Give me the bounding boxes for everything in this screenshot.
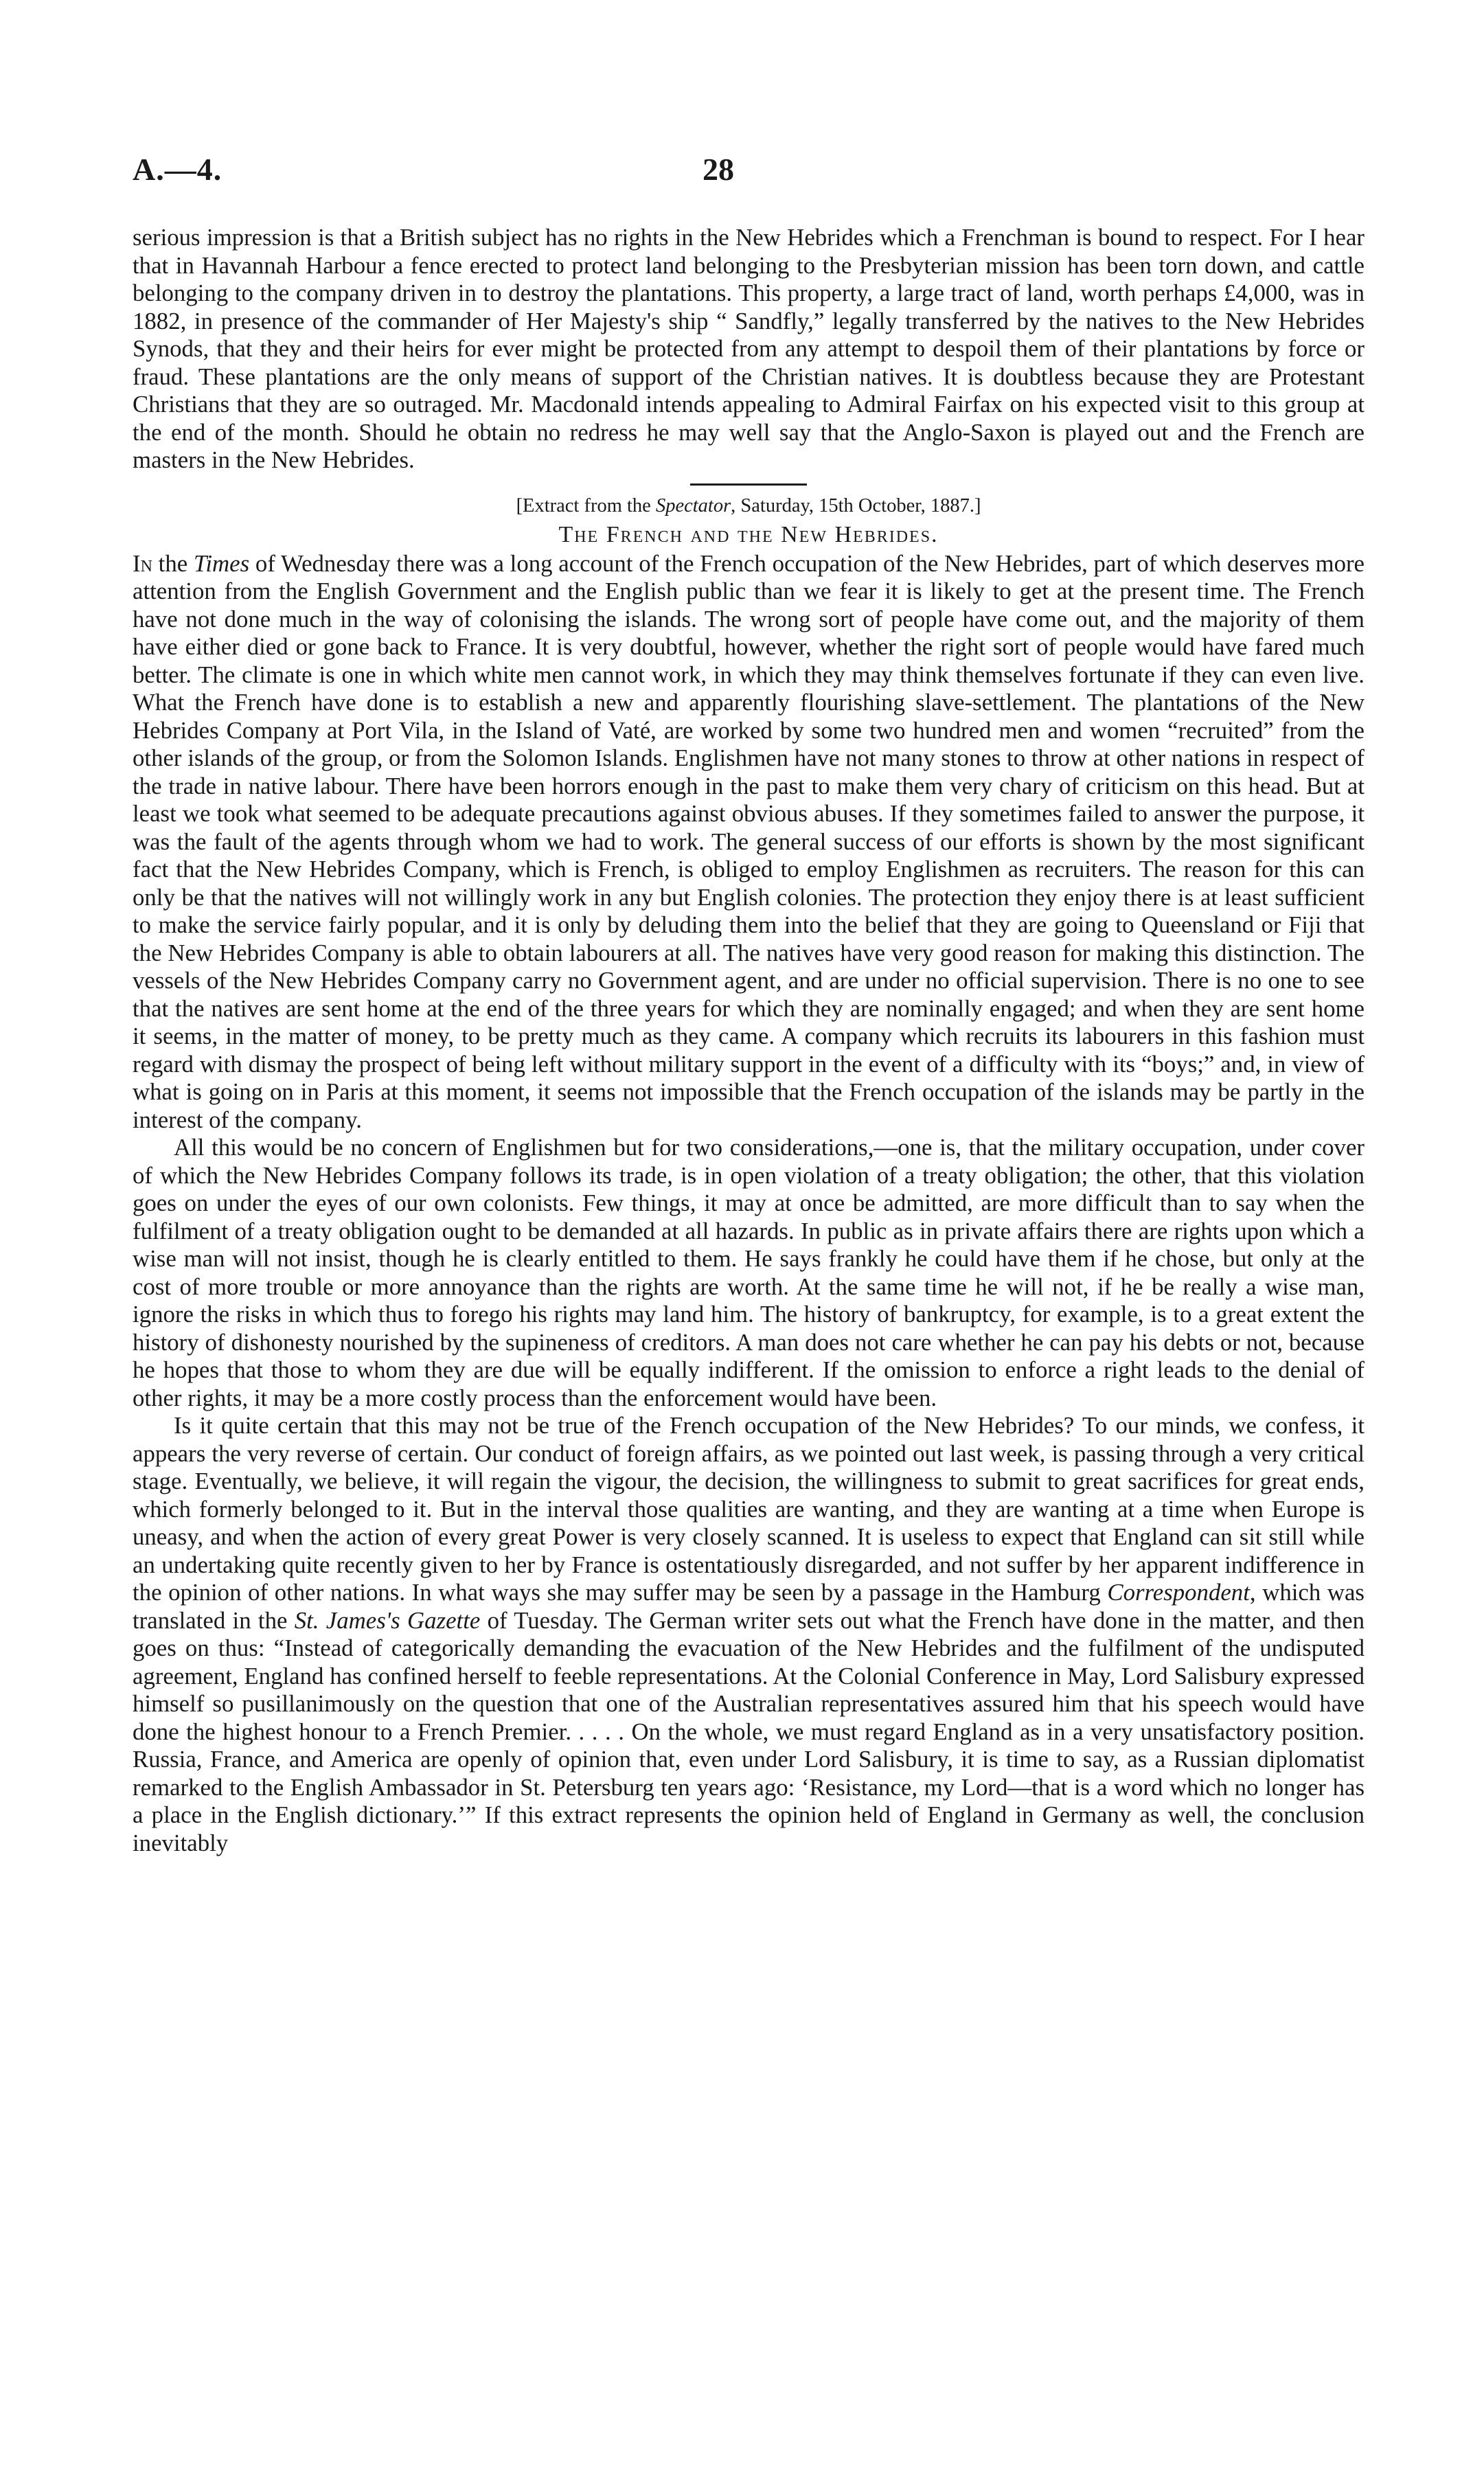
gazette-title: St. James's Gazette xyxy=(294,1606,481,1634)
paragraph-1-initial: In xyxy=(133,549,152,577)
paragraph-3 xyxy=(133,1412,1365,1857)
section-divider xyxy=(690,483,807,486)
extract-prefix: [Extract from the xyxy=(516,494,656,516)
document-body xyxy=(133,224,1365,1857)
page-number: 28 xyxy=(703,152,734,187)
paragraph-3-a: Is it quite certain that this may not be true of the French occupation of the New Hebrides? To our minds, we confess, it appears the very reverse of certain. Our conduct of foreign affairs, as we pointed out last week, is passing through a very critical stage. Eventually, we believe, it will regain the vigour, the decision, the willingness to submit to great sacrifices for great ends, which formerly belonged to it. But in the interval those qualities are wanting, and they are wanting at a time when Europe is uneasy, and when the action of every great Power is very closely scanned. It is useless to expect that England can sit still while an undertaking quite recently given to her by France is ostentatiously disregarded, and not suffer by her apparent indifference in the opinion of other nations. In what ways she may suffer may be seen by a passage in the Hamburg xyxy=(133,1412,1365,1606)
paragraph-3-c: of Tuesday. The German writer sets out what the French have done in the matter, and then goes on thus: “Instead of categorically demanding the evacuation of the New Hebrides and the fulfilment of the undisputed agreement, England has confined herself to feeble representations. At the Colonial Conference in May, Lord Salisbury expressed himself so pusillanimously on the question that one of the Australian representatives assured him that his speech would have done the highest honour to a French Premier. . . . . On the whole, we must regard England as in a very unsatisfactory position. Russia, France, and America are openly of opinion that, even under Lord Salisbury, it is time to say, as a Russian diplomatist remarked to the English Ambassador in St. Petersburg ten years ago: ‘Resistance, my Lord—that is a word which no longer has a place in the English dictionary.’” If this extract represents the opinion held of England in Germany as well, the conclusion inevitably xyxy=(133,1606,1365,1856)
paragraph-2: All this would be no concern of Englishmen but for two considerations,—one is, that the military occupation, under cover of which the New Hebrides Company follows its trade, is in open violation of a treaty obligation; the other, that this violation goes on under the eyes of our own colonists. Few things, it may at once be admitted, are more difficult than to say when the fulfilment of a treaty obligation ought to be demanded at all hazards. In public as in private affairs there are rights upon which a wise man will not insist, though he is clearly entitled to them. He says frankly he could have them if he chose, but only at the cost of more trouble or more annoyance than the rights are worth. At the same time he will not, if he be really a wise man, ignore the risks in which thus to forego his rights may land him. The history of bankruptcy, for example, is to a great extent the history of dishonesty nourished by the supineness of creditors. A man does not care whether he can pay his debts or not, because he hopes that those to whom they are due will be equally indifferent. If the omission to enforce a right leads to the denial of other rights, it may be a more costly process than the enforcement would have been. xyxy=(133,1134,1365,1411)
document-reference: A.—4. xyxy=(133,152,222,187)
paragraph-1-pre: the xyxy=(152,549,194,577)
paragraph-1-text: of Wednesday there was a long account of the French occupation of the New Hebrides, part of which deserves more attention from the English Government and the English public than we fear it is likely to get at the present time. The French have not done much in the way of colonising the islands. The wrong sort of people have come out, and the majority of them have either died or gone back to France. It is very doubtful, however, whether the right sort of people would have fared much better. The climate is one in which white men cannot work, in which they may think themselves fortunate if they can even live. What the French have done is to establish a new and apparently flourishing slave-settlement. The plantations of the New Hebrides Company at Port Vila, in the Island of Vaté, are worked by some two hundred men and women “recruited” from the other islands of the group, or from the Solomon Islands. Englishmen have not many stones to throw at other nations in respect of the trade in native labour. There have been horrors enough in the past to make them very chary of criticism on this head. But at least we took what seemed to be adequate precautions against obvious abuses. If they sometimes failed to answer the purpose, it was the fault of the agents through whom we had to work. The general success of our efforts is shown by the most significant fact that the New Hebrides Company, which is French, is obliged to employ Englishmen as recruiters. The reason for this can only be that the natives will not willingly work in any but English colonies. The protection they enjoy there is at least sufficient to make the service fairly popular, and it is only by deluding them into the belief that they are going to Queensland or Fiji that the New Hebrides Company is able to obtain labourers at all. The natives have very good reason for making this distinction. The vessels of the New Hebrides Company carry no Government agent, and are under no official supervision. There is no one to see that the natives are sent home at the end of the three years for which they are nominally engaged; and when they are sent home it seems, in the matter of money, to be pretty much as they came. A company which recruits its labourers in this fashion must regard with dismay the prospect of being left without military support in the event of a difficulty with its “boys;” and, in view of what is going on in Paris at this moment, it seems not impossible that the French occupation of the islands may be partly in the interest of the company. xyxy=(133,549,1365,1133)
paragraph-1 xyxy=(133,550,1365,1135)
extract-source-line xyxy=(133,492,1365,520)
correspondent-title: Correspondent xyxy=(1107,1579,1250,1606)
extract-source: Spectator xyxy=(655,494,731,516)
paragraph-3-b: , which was translated in the xyxy=(133,1579,1365,1634)
times-title: Times xyxy=(193,549,250,577)
extract-suffix: , Saturday, 15th October, 1887.] xyxy=(731,494,981,516)
intro-paragraph: serious impression is that a British subject has no rights in the New Hebrides which a Frenchman is bound to respect. For I hear that in Havannah Harbour a fence erected to protect land belonging to the Presbyterian mission has been torn down, and cattle belonging to the company driven in to destroy the plantations. This property, a large tract of land, worth perhaps £4,000, was in 1882, in presence of the commander of Her Majesty's ship “ Sandfly,” legally transferred by the natives to the New Hebrides Synods, that they and their heirs for ever might be protected from any attempt to despoil them of their plantations by force or fraud. These plantations are the only means of support of the Christian natives. It is doubtless because they are Protestant Christians that they are so outraged. Mr. Macdonald intends appealing to Admiral Fairfax on his expected visit to this group at the end of the month. Should he obtain no redress he may well say that the Anglo-Saxon is played out and the French are masters in the New Hebrides. xyxy=(133,224,1365,473)
section-title: The French and the New Hebrides. xyxy=(558,521,939,547)
page-header xyxy=(133,151,1363,199)
